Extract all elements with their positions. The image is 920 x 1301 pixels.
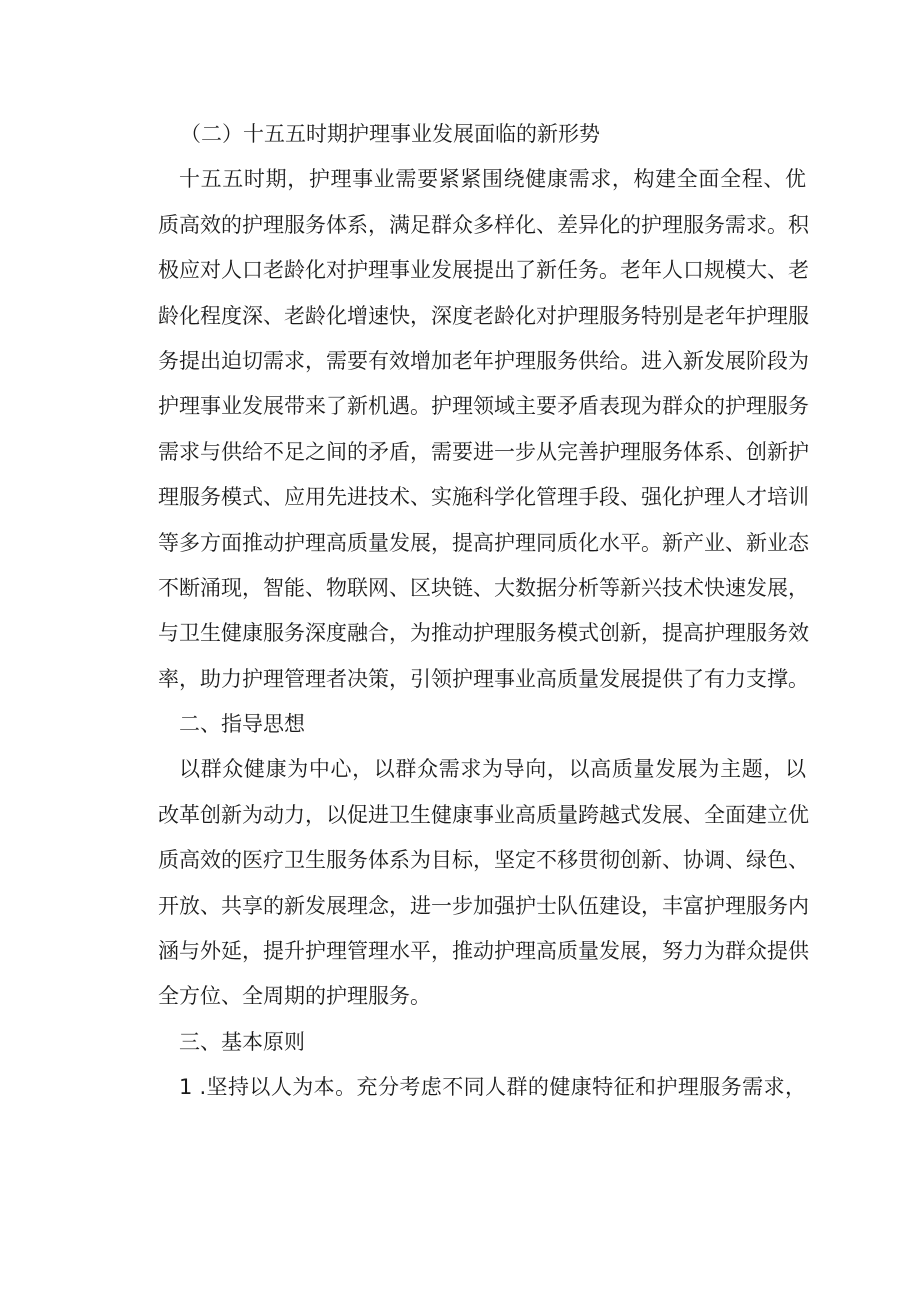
section-title: （二）十五五时期护理事业发展面临的新形势 — [180, 122, 600, 146]
paragraph-line: 涵与外延，提升护理管理水平，推动护理高质量发展，努力为群众提供 — [158, 939, 809, 964]
paragraph-line: 1 .坚持以人为本。充分考虑不同人群的健康特征和护理服务需求， — [179, 1075, 806, 1100]
paragraph-line: 等多方面推动护理高质量发展，提高护理同质化水平。新产业、新业态 — [158, 530, 809, 555]
paragraph-line: 龄化程度深、老龄化增速快，深度老龄化对护理服务特别是老年护理服 — [158, 303, 809, 328]
paragraph-line: 不断涌现，智能、物联网、区块链、大数据分析等新兴技术快速发展， — [158, 575, 809, 600]
paragraph-line: 以群众健康为中心，以群众需求为导向，以高质量发展为主题，以 — [179, 757, 806, 782]
heading-guiding-ideology: 二、指导思想 — [179, 712, 305, 737]
paragraph-line: 质高效的护理服务体系，满足群众多样化、差异化的护理服务需求。积 — [158, 212, 809, 237]
paragraph-basic-principles — [158, 1065, 806, 1110]
paragraph-line: 护理事业发展带来了新机遇。护理领域主要矛盾表现为群众的护理服务 — [158, 394, 809, 419]
paragraph-line: 全方位、全周期的护理服务。 — [158, 984, 431, 1009]
paragraph-line: 需求与供给不足之间的矛盾，需要进一步从完善护理服务体系、创新护 — [158, 439, 809, 464]
document-body — [158, 112, 809, 1111]
paragraph-line: 率，助力护理管理者决策，引领护理事业高质量发展提供了有力支撑。 — [158, 666, 809, 691]
paragraph-line: 极应对人口老龄化对护理事业发展提出了新任务。老年人口规模大、老 — [158, 258, 809, 283]
paragraph-guiding-ideology — [158, 747, 809, 1019]
paragraph-line: 理服务模式、应用先进技术、实施科学化管理手段、强化护理人才培训 — [158, 485, 809, 510]
paragraph-line: 质高效的医疗卫生服务体系为目标，坚定不移贯彻创新、协调、绿色、 — [158, 848, 809, 873]
paragraph-line: 与卫生健康服务深度融合，为推动护理服务模式创新，提高护理服务效 — [158, 621, 809, 646]
paragraph-line: 开放、共享的新发展理念，进一步加强护士队伍建设，丰富护理服务内 — [158, 893, 809, 918]
paragraph-line: 改革创新为动力，以促进卫生健康事业高质量跨越式发展、全面建立优 — [158, 802, 809, 827]
paragraph-line: 十五五时期，护理事业需要紧紧围绕健康需求，构建全面全程、优 — [179, 167, 806, 192]
heading-basic-principles: 三、基本原则 — [179, 1029, 305, 1054]
paragraph-line: 务提出迫切需求，需要有效增加老年护理服务供给。进入新发展阶段为 — [158, 348, 809, 373]
paragraph-new-situation — [158, 157, 809, 702]
